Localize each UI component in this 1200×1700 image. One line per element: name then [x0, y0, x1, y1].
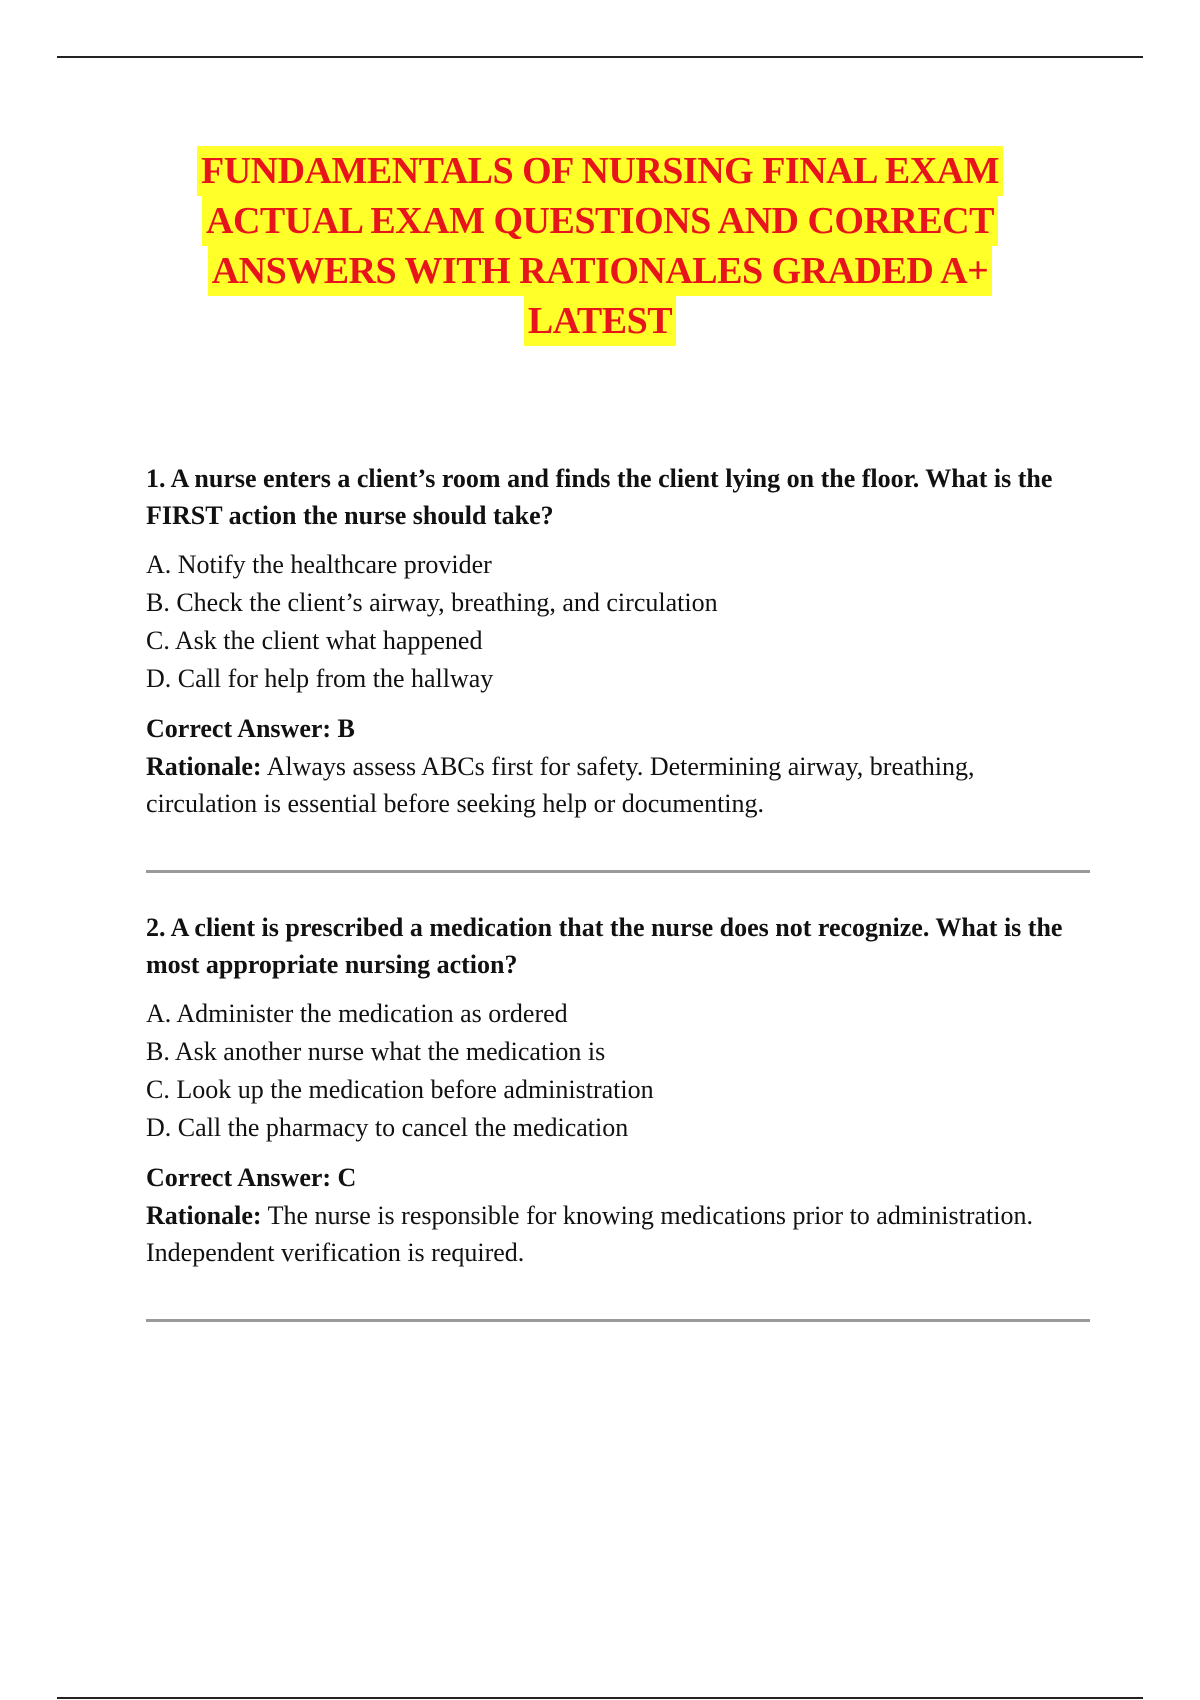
question-2-rationale [146, 1197, 1090, 1271]
title-line-4: LATEST [524, 296, 676, 346]
question-2-text: 2. A client is prescribed a medication that the nurse does not recognize. What is the most appropriate nursing action? [146, 913, 1063, 979]
question-1-option-a: A. Notify the healthcare provider [146, 550, 492, 579]
question-divider-2 [146, 1319, 1090, 1322]
question-2 [146, 909, 1090, 1271]
question-1-option-b: B. Check the client’s airway, breathing, and circulation [146, 588, 718, 617]
question-2-rationale-text: The nurse is responsible for knowing medications prior to administration. Independent verification is required. [146, 1201, 1033, 1267]
question-1-option-d: D. Call for help from the hallway [146, 664, 494, 693]
question-1-rationale-text: Always assess ABCs first for safety. Determining airway, breathing, circulation is essential before seeking help or documenting. [146, 752, 975, 818]
question-2-correct-answer: Correct Answer: C [146, 1163, 357, 1192]
question-1-text: 1. A nurse enters a client’s room and finds the client lying on the floor. What is the FIRST action the nurse should take? [146, 464, 1053, 530]
question-1-correct-answer: Correct Answer: B [146, 714, 355, 743]
question-2-option-b: B. Ask another nurse what the medication is [146, 1037, 606, 1066]
title-line-2: ACTUAL EXAM QUESTIONS AND CORRECT [202, 196, 998, 246]
question-1-option-c: C. Ask the client what happened [146, 626, 483, 655]
question-2-rationale-label: Rationale: [146, 1201, 262, 1230]
title-line-1: FUNDAMENTALS OF NURSING FINAL EXAM [197, 146, 1003, 196]
question-divider-1 [146, 870, 1090, 873]
document-title [100, 146, 1100, 346]
question-2-option-c: C. Look up the medication before administration [146, 1075, 654, 1104]
question-1-rationale-label: Rationale: [146, 752, 262, 781]
page-top-rule [57, 56, 1143, 58]
question-1-rationale [146, 748, 1090, 822]
question-list [146, 460, 1090, 1358]
question-1 [146, 460, 1090, 822]
title-line-3: ANSWERS WITH RATIONALES GRADED A+ [208, 246, 993, 296]
question-2-option-d: D. Call the pharmacy to cancel the medication [146, 1113, 629, 1142]
page-bottom-rule [57, 1697, 1143, 1699]
question-2-option-a: A. Administer the medication as ordered [146, 999, 568, 1028]
